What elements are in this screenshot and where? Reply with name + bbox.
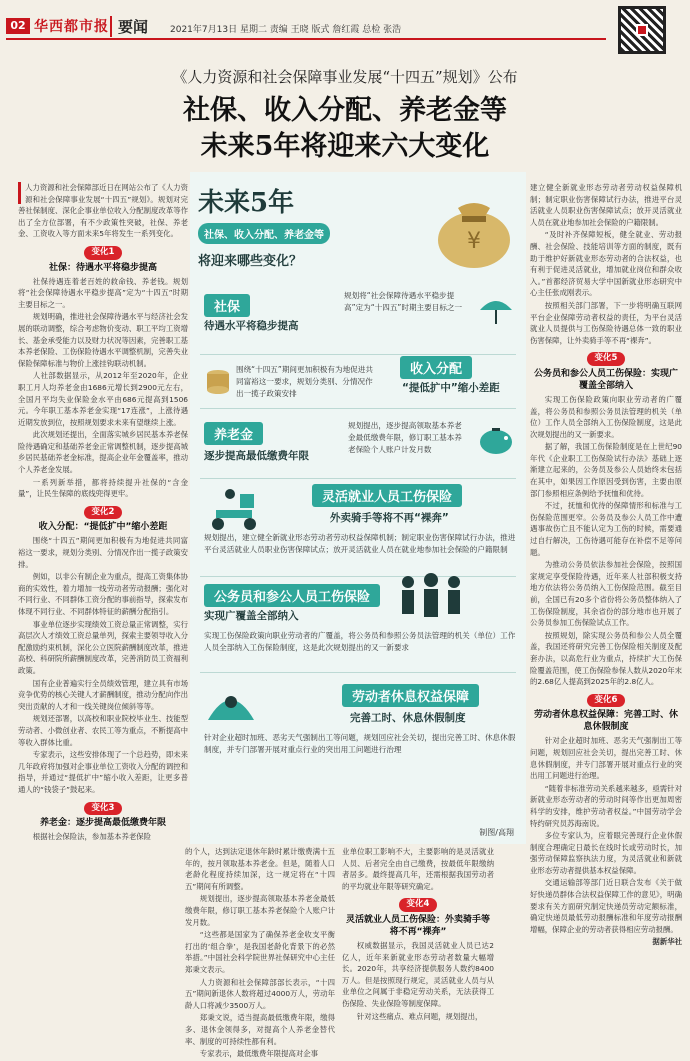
change-title: 灵活就业人员工伤保险：外卖骑手等将不再“裸奔” — [345, 914, 490, 937]
divider — [200, 672, 516, 673]
paragraph: 人力资源和社会保障部部长表示，“十四五”期间新退休人数将超过4000万人，劳动年龄人口将减少3500万人。 — [185, 977, 335, 1010]
infographic-text: 规划提出，逐步提高领取基本养老金最低缴费年限，修订职工基本养老保险个人账户计发月数 — [348, 421, 462, 454]
infographic-sub: 外卖骑手等将不再“裸奔” — [330, 512, 449, 524]
paragraph: 国有企业普遍实行全员绩效管理，建立具有市场竞争优势的核心关键人才薪酬制度，推动分配向作出突出贡献的人才和一线关键岗位倾斜等等。 — [18, 678, 189, 711]
paragraph: 按照规划，除实现公务员和参公人员全覆盖，我国还将研究完善工伤保险相关制度及配套办法，以高危行业为重点，持续扩大工伤保险覆盖范围，使工伤保险参保人数从2020年末的2.68亿人提高到2025年的2.8亿人。 — [530, 630, 682, 687]
divider — [200, 408, 516, 409]
infographic-text: 规划将“社会保障待遇水平稳步提高”定为“十四五”时期主要目标之一 — [344, 291, 463, 312]
infographic-label-flexible-workers: 灵活就业人员工伤保险 — [312, 484, 462, 507]
paragraph: “及时补齐保障短板，健全就业、劳动报酬、社会保险、技能培训等方面的制度，既有助于维护好新就业形态劳动者的合法权益，也有利于促进灵活就业，增加就业岗位和群众收入。”首都经济贸易大学中国新就业形态研究中心主任张成刚表示。 — [530, 230, 682, 298]
article-credit: 据新华社 — [652, 937, 682, 947]
paragraph: 规划还部署，以高校和职业院校毕业生、技能型劳动者、小微创业者、农民工等为重点，不断提高中等收入群体比重。 — [18, 714, 189, 747]
rest-icon — [204, 680, 258, 728]
page-number: 02 — [6, 18, 30, 34]
people-icon — [396, 570, 466, 626]
umbrella-icon — [476, 290, 516, 330]
money-bag-icon — [430, 178, 518, 270]
infographic-sub: “提低扩中”缩小差距 — [402, 382, 500, 394]
paragraph: 根据社会保险法，参加基本养老保险 — [32, 832, 152, 842]
bottom-column-1 — [185, 846, 335, 1061]
paragraph: 专家表示，这些安排体现了一个总趋势，即未来几年政府将加强对企事业单位工资收入分配的调控和指导，并通过“提低扩中”缩小收入差距，让更多普通人的“钱袋子”鼓起来。 — [18, 750, 189, 794]
divider — [200, 478, 516, 479]
issue-meta: 2021年7月13日 星期二 责编 王晓 版式 詹红霞 总检 张浩 — [170, 25, 402, 35]
change-6-heading — [530, 694, 682, 734]
paragraph: 多位专家认为，应着眼完善现行企业休假制度合理确定日最长在线时长或劳动时长，加强劳动保障监察执法力度，为灵活就业和新就业形态劳动者提供基本权益保障。 — [530, 831, 682, 875]
coins-icon — [204, 366, 232, 396]
divider — [200, 354, 516, 355]
page-header — [0, 0, 690, 40]
divider — [200, 576, 516, 577]
paragraph: 围绕“十四五”期间更加积极有为地促进共同富裕这一要求，规划分类别、分情况作出一揽子政策安排。 — [18, 536, 188, 569]
qr-code[interactable] — [618, 6, 666, 54]
headline-line-1: 社保、收入分配、养老金等 — [183, 95, 507, 126]
infographic-title — [198, 182, 384, 269]
infographic-sub: 逐步提高最低缴费年限 — [204, 450, 309, 462]
infographic-sub: 实现广覆盖全部纳入 — [204, 610, 299, 622]
paragraph: 业单位职工影响不大，主要影响的是灵活就业人员、后者完全由自己缴费，按最低年限缴纳者居多。最终提高几年，还需根据我国劳动者的平均就业年限等研究确定。 — [342, 847, 494, 891]
paragraph: 权威数据显示，我国灵活就业人员已达2亿人，近年来新就业形态劳动者数量大幅增长。2020年，共享经济提供服务人数约8400万人。但是按照现行规定，灵活就业人员与从业单位之间属于非稳定劳动关系，无法获得工伤保险、失业保险等制度保障。 — [342, 940, 494, 1008]
infographic-text: 围绕“十四五”期间更加积极有为地促进共同富裕这一要求，规划分类别、分情况作出一揽子政策安排 — [236, 365, 373, 398]
paragraph: 社保待遇连着老百姓的救命钱、养老钱。规划将“社会保障待遇水平稳步提高”定为“十四五”时期主要目标之一。 — [18, 276, 188, 309]
infographic-label-social-security: 社保 — [204, 294, 250, 317]
change-tag: 变化4 — [399, 898, 438, 912]
paragraph: 建立健全新就业形态劳动者劳动权益保障机制；制定职业伤害保障试行办法，推进平台灵活就业人员职业伤害保障试点；放开灵活就业人员在就业地参加社会保险的户籍限制。 — [530, 183, 682, 227]
infographic-label-pension: 养老金 — [204, 422, 263, 445]
change-2-heading — [18, 506, 188, 534]
left-column — [18, 182, 188, 844]
paragraph: 事业单位逐步实现绩效工资总量正常调整，实行高层次人才绩效工资总量单列，探索主要领导收入分配激励约束机制，深化公立医院薪酬制度改革，推进高校、科研院所薪酬制度改革，完善消防员工资福利政策。 — [18, 619, 189, 675]
delivery-rider-icon — [204, 484, 264, 532]
section-label: 要闻 — [110, 16, 148, 37]
paragraph: 规划提出，逐步提高领取基本养老金最低缴费年限，修订职工基本养老保险个人账户计发月数。 — [185, 894, 335, 927]
paragraph: “这些都是国家为了确保养老金收支平衡打出的‘组合拳’，是我国老龄化背景下的必然举措。”中国社会科学院世界社保研究中心主任郑秉文表示。 — [185, 930, 335, 974]
infographic-title-question: 将迎来哪些变化？ — [198, 254, 303, 269]
paragraph: 规划明确，推进社会保障待遇水平与经济社会发展的联动调整，综合考虑物价变动、职工平均工资增长、基金承受能力以及财力状况等因素，完善职工基本养老保险、工伤保险待遇水平调整机制，完善失业保险保障标准与物价上涨挂钩联动机制。 — [18, 312, 189, 368]
change-title: 养老金：逐步提高最低缴费年限 — [39, 818, 166, 829]
infographic-text: 规划提出，建立健全新就业形态劳动者劳动权益保障机制；制定职业伤害保障试行办法，推进平台灵活就业人员职业伤害保障试点；放开灵活就业人员在就业地参加社会保险的户籍限制 — [204, 533, 516, 554]
infographic-text: 实现工伤保险政策向职业劳动者的广覆盖，将公务员和参照公务员法管理的机关（单位）工作人员全部纳入工伤保险制度，这是此次规划提出的又一新要求 — [204, 631, 516, 652]
lead-paragraph — [18, 182, 188, 240]
lead-marker — [18, 182, 21, 204]
lead-text: 人力资源和社会保障部近日在网站公布了《人力资源和社会保障事业发展“十四五”规划》。规划对完善社保制度、深化企事业单位收入分配制度改革等作出了全方位部署，有不少政策性突破，社保、养老金、工资收入等方面未来5年将发生一系列变化。 — [18, 183, 188, 239]
paragraph: 人社部数据显示，从2012年至2020年，企业职工月人均养老金由1686元增长到2900元左右，全国月平均失业保险金水平由686元提高到1506元。今年职工基本养老金实现“17连涨”，上涨待遇近期发放到位，按照规划要求未来有望继续上涨。 — [18, 371, 188, 427]
change-4-heading — [342, 898, 494, 938]
bottom-column-2 — [342, 846, 494, 1023]
paragraph: “随着非标准劳动关系越来越多，亟需针对新就业形态劳动者的劳动时间等作出更加周密科学的安排，维护劳动者权益。”中国劳动学会特约研究员苏海南说。 — [530, 783, 682, 828]
qr-logo-icon — [636, 24, 648, 36]
infographic-label-rest-rights: 劳动者休息权益保障 — [342, 684, 479, 707]
newspaper-logo: 华西都市报 — [34, 19, 109, 35]
paragraph: 按照相关部门部署，下一步将明确互联网平台企业保障劳动者权益的责任，为平台灵活就业人员提供与工伤保险待遇总体一致的职业伤害保障，让外卖骑手等不再“裸奔”。 — [530, 300, 682, 345]
header-rule — [6, 38, 606, 40]
infographic-sub: 完善工时、休息休假制度 — [350, 712, 466, 724]
paragraph: 据了解，我国工伤保险制度是在上世纪90年代《企业职工工伤保险试行办法》基础上逐渐建立起来的，公务员及参公人员始终未包括在其中，如果因工作原因受到伤害，主要由原部门参照相应条例给予抚恤和优待。 — [530, 442, 682, 498]
change-tag: 变化5 — [587, 352, 626, 366]
kicker: 《人力资源和社会保障事业发展“十四五”规划》公布 — [172, 68, 518, 86]
infographic-title-big: 未来5年 — [198, 188, 295, 218]
change-tag: 变化1 — [84, 246, 123, 260]
paragraph: 专家表示，最低缴费年限提高对企事 — [199, 1049, 319, 1059]
change-1-heading — [18, 246, 188, 274]
paragraph: 实现工伤保险政策向职业劳动者的广覆盖，将公务员和参照公务员法管理的机关（单位）工作人员全部纳入工伤保险制度，这是此次规划提出的又一新要求。 — [530, 394, 682, 439]
paragraph: 交通运输部等部门近日联合发布《关于做好快递员群体合法权益保障工作的意见》，明确要求有关方面研究制定快递员劳动定额标准，确定快递员最低劳动报酬标准和年度劳动报酬增幅，保障企业的劳动者获得相应劳动报酬。 — [530, 878, 682, 934]
paragraph: 为推动公务员依法参加社会保险，按照国家规定享受保险待遇，近年来人社部积极支持地方依法将公务员纳入工伤保险范围。截至目前，全国已有20多个省份将公务员整体纳入了工伤保险制度，其余省份的部分地市也开展了公务员参加工伤保险试点工作。 — [530, 560, 682, 628]
paragraph: 例如，以非公有制企业为重点，提高工资集体协商的实效性，着力增加一线劳动者劳动报酬；强化对不同行业、不同群体工资分配的事前指导，探索发布体现不同行业、不同群体特征的薪酬分配指引。 — [18, 572, 189, 616]
paragraph: 郑秉文说，适当提高最低缴费年限，缴得多、退休金领得多，对提高个人养老金替代率、制度的可持续性都有利。 — [185, 1013, 335, 1046]
svg-text:¥: ¥ — [467, 229, 481, 254]
infographic — [190, 172, 526, 844]
change-title: 劳动者休息权益保障：完善工时、休息休假制度 — [533, 710, 678, 733]
change-title: 公务员和参公人员工伤保险：实现广覆盖全部纳入 — [533, 368, 678, 391]
infographic-title-tags: 社保、收入分配、养老金等 — [198, 223, 330, 244]
change-title: 社保：待遇水平将稳步提高 — [48, 262, 157, 273]
change-3-heading — [18, 802, 188, 830]
infographic-text: 针对企业超时加班、恶劣天气强制出工等问题，规划回应社会关切，提出完善工时、休息休假制度，并专门部署开展对重点行业的突出用工问题进行治理 — [204, 733, 516, 754]
change-title: 收入分配：“提低扩中”缩小差距 — [38, 522, 168, 533]
paragraph: 不过，抚恤和优待的保障情形和标准与工伤保险范围更窄。公务员及参公人员工作中遭遇事故伤亡且不能认定为工伤的时候，需要通过自行解决，工伤待遇可能存在补偿不足等问题。 — [530, 501, 682, 557]
change-5-heading — [530, 352, 682, 392]
paragraph: 针对这些痛点、难点问题，规划提出， — [356, 1011, 483, 1021]
infographic-credit: 制图/高翔 — [479, 828, 514, 837]
piggy-bank-icon — [476, 424, 516, 458]
paragraph: 的个人，达到法定退休年龄时累计缴费满十五年的，按月领取基本养老金。但是，随着人口老龄化程度持续加深，这一规定将在“十四五”期间有所调整。 — [185, 847, 335, 891]
paragraph: 针对企业超时加班、恶劣天气强制出工等问题，规划回应社会关切，提出完善工时、休息休假制度，并专门部署开展对重点行业的突出用工问题进行治理。 — [530, 736, 682, 781]
right-column — [530, 182, 682, 949]
headline-line-2: 未来5年将迎来六大变化 — [200, 131, 490, 162]
paragraph: 此次规划还提出，全面落实城乡居民基本养老保险待遇确定和基础养老金正常调整机制，逐步提高城乡居民基础养老金标准，提高企业年金覆盖率，推动个人养老金发展。 — [18, 430, 189, 475]
change-tag: 变化2 — [84, 506, 123, 520]
change-tag: 变化3 — [84, 802, 123, 816]
infographic-sub: 待遇水平将稳步提高 — [204, 320, 299, 332]
paragraph: 一系列新举措，都将持续提升社保的“含金量”，让民生保障的底线兜得更牢。 — [18, 477, 188, 499]
infographic-label-civil-servants: 公务员和参公人员工伤保险 — [204, 584, 380, 607]
infographic-label-income: 收入分配 — [400, 356, 472, 379]
change-tag: 变化6 — [587, 694, 626, 708]
